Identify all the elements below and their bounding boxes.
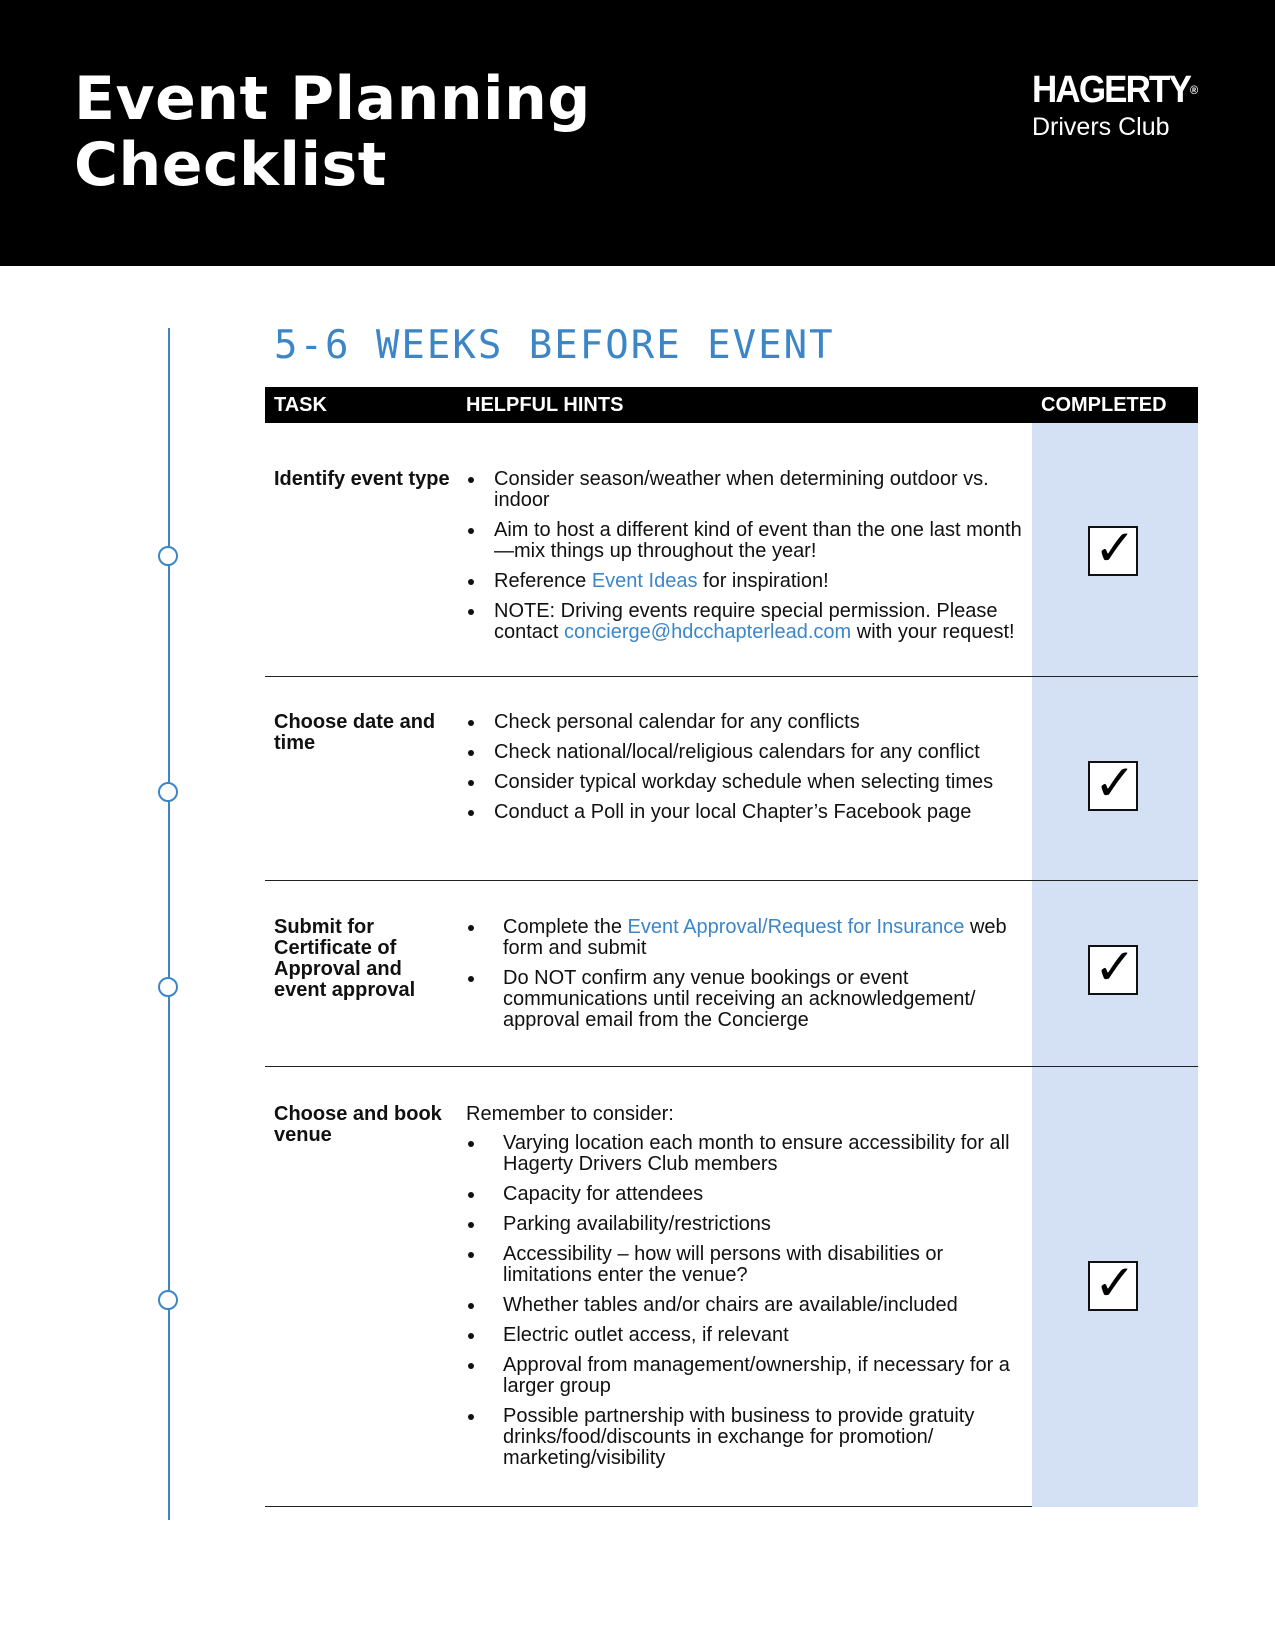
hint-item <box>466 917 1036 959</box>
hint-item: Electric outlet access, if relevant <box>466 1325 1036 1346</box>
timeline-node-3 <box>158 977 178 997</box>
timeline-line <box>168 328 170 1520</box>
hints-intro: Remember to consider: <box>466 1103 674 1125</box>
table-row <box>265 677 1198 881</box>
hint-item: Whether tables and/or chairs are available/included <box>466 1295 1036 1316</box>
timeline-node-4 <box>158 1290 178 1310</box>
hint-item: Conduct a Poll in your local Chapter’s Facebook page <box>466 802 1036 823</box>
row-divider <box>265 1506 1032 1507</box>
task-label: Submit for Certificate of Approval and event approval <box>274 916 416 1001</box>
header-banner <box>0 0 1275 266</box>
page-title-line-2: Checklist <box>74 130 387 200</box>
hint-item: Check personal calendar for any conflicts <box>466 712 1036 733</box>
hagerty-logo <box>1032 70 1213 142</box>
hint-item: Capacity for attendees <box>466 1184 1036 1205</box>
hint-text: web form and submit <box>503 916 1007 959</box>
table-header <box>265 387 1198 423</box>
completed-checkbox[interactable] <box>1088 754 1138 812</box>
hint-item: Do NOT confirm any venue bookings or event communications until receiving an acknowledgement/ approval email from the Concierge <box>466 968 1036 1031</box>
hint-item: Consider typical workday schedule when selecting times <box>466 772 1036 793</box>
hint-item: Parking availability/restrictions <box>466 1214 1036 1235</box>
column-header-task: TASK <box>274 394 327 416</box>
hint-item: Consider season/weather when determining outdoor vs. indoor <box>466 469 1036 511</box>
concierge-email-link[interactable]: concierge@hdcchapterlead.com <box>564 621 852 643</box>
hint-item <box>466 601 1036 643</box>
checkmark-icon: ✓ <box>1094 754 1136 812</box>
checkmark-icon: ✓ <box>1094 519 1136 577</box>
task-label: Identify event type <box>274 468 450 490</box>
event-ideas-link[interactable]: Event Ideas <box>591 570 698 592</box>
task-label: Choose and book venue <box>274 1103 442 1146</box>
hints-list <box>466 1104 1036 1478</box>
logo-subtitle: Drivers Club <box>1032 113 1170 141</box>
column-header-completed: COMPLETED <box>1041 394 1167 416</box>
hint-item: Check national/local/religious calendars for any conflict <box>466 742 1036 763</box>
hint-item: Accessibility – how will persons with disabilities or limitations enter the venue? <box>466 1244 1036 1286</box>
section-heading: 5-6 WEEKS BEFORE EVENT <box>274 323 835 368</box>
checkmark-icon: ✓ <box>1094 1254 1136 1312</box>
hints-list <box>466 469 1036 652</box>
hint-item: Varying location each month to ensure accessibility for all Hagerty Drivers Club members <box>466 1133 1036 1175</box>
page-title <box>74 66 591 198</box>
completed-checkbox[interactable] <box>1088 938 1138 996</box>
hint-text: Aim to host a different kind of event than the one last month—mix things up throughout the year! <box>494 519 1022 562</box>
completed-checkbox[interactable] <box>1088 1254 1138 1312</box>
logo-registered-mark: ® <box>1190 83 1199 97</box>
hint-text: Complete the <box>503 916 628 938</box>
table-row <box>265 1067 1198 1507</box>
hint-text: NOTE: Driving events require special permission. Please contact <box>494 600 998 643</box>
timeline-node-2 <box>158 782 178 802</box>
hints-list <box>466 712 1036 832</box>
hint-item: Possible partnership with business to provide gratuity drinks/food/discounts in exchange for promotion/ marketing/visibility <box>466 1406 1036 1469</box>
hint-item <box>466 571 1036 592</box>
hints-list <box>466 917 1036 1040</box>
checkmark-icon: ✓ <box>1094 938 1136 996</box>
column-header-hints: HELPFUL HINTS <box>466 394 624 416</box>
event-approval-link[interactable]: Event Approval/Request for Insurance <box>627 916 965 938</box>
hint-item <box>466 520 1036 562</box>
hint-text: Reference <box>494 570 592 592</box>
hint-text: with your request! <box>851 621 1015 643</box>
hint-text: for inspiration! <box>697 570 829 592</box>
completed-checkbox[interactable] <box>1088 519 1138 577</box>
table-row <box>265 423 1198 677</box>
task-label: Choose date and time <box>274 711 436 754</box>
logo-brand <box>1032 70 1198 110</box>
page-title-line-1: Event Planning <box>74 64 591 134</box>
timeline-node-1 <box>158 546 178 566</box>
hint-item: Approval from management/ownership, if necessary for a larger group <box>466 1355 1036 1397</box>
table-row <box>265 881 1198 1067</box>
checklist-table <box>265 387 1198 1469</box>
logo-brand-text: HAGERTY <box>1032 69 1191 111</box>
